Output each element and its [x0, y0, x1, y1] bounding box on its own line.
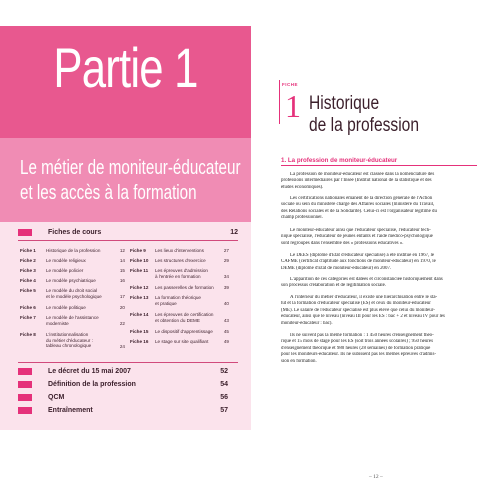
- toc-fiche-number: Fiche 13: [130, 295, 149, 300]
- toc-title: Le modèle policier: [46, 268, 84, 273]
- fiches-header-marker: [18, 229, 32, 236]
- paragraph-line: champ professionnel.: [281, 215, 323, 221]
- toc-title: Le modèle psychiatrique: [46, 278, 96, 283]
- toc-page: 24: [119, 344, 125, 349]
- toc-fiche-number: Fiche 16: [130, 339, 149, 344]
- toc-page: 49: [223, 339, 229, 344]
- toc-title: L'institutionnalisation du métier d'éducateur : tableau chronologique: [46, 332, 93, 349]
- toc-title: Les passerelles de formation: [155, 285, 214, 290]
- paragraph-line: sont regroupés dans l'ensemble des « professions éducatives ».: [281, 240, 404, 246]
- fiche-number: 1: [285, 88, 301, 124]
- left-bottom-margin: [0, 430, 251, 497]
- toc-page: 29: [223, 258, 229, 263]
- extra-label: Le décret du 15 mai 2007: [48, 368, 131, 375]
- extra-item[interactable]: [48, 406, 228, 415]
- paragraph-line: tut et la formation d'éducateur spécialisé (ES) et ceux du moniteur-éducateur: [281, 301, 431, 307]
- toc-page: 39: [223, 285, 229, 290]
- paragraph-line: sociale ou sein du ministère chargé des Affaires sociales (ministère du Travail,: [281, 202, 435, 208]
- toc-fiche-number: Fiche 9: [130, 248, 146, 253]
- paragraph-line: pour les moniteurs-éducateur. Ils ne subissent pas les mêmes épreuves d'admis-: [281, 352, 437, 358]
- paragraph: [281, 172, 477, 191]
- extra-label: Définition de la profession: [48, 381, 136, 388]
- paragraph-line: rique et 15 mois de stage pour les ES (soit trois années scolaires) ; 950 heures: [281, 339, 433, 345]
- toc-page: 34: [223, 274, 229, 279]
- toc-page: 45: [223, 329, 229, 334]
- paragraph-line: L'apparition de ces catégories est datées et circonstanciée historiquement dans: [290, 277, 443, 282]
- left-top-margin: [0, 0, 251, 26]
- paragraph-line: son processus d'élaboration et de légitimation sociale.: [281, 283, 387, 289]
- extra-marker: [18, 381, 32, 388]
- toc-page: 40: [223, 301, 229, 306]
- fiche-label: FICHE: [282, 82, 298, 87]
- extra-page: 52: [220, 368, 228, 375]
- toc-fiche-number: Fiche 4: [20, 278, 36, 283]
- fiches-header-page: 12: [230, 229, 238, 236]
- toc-page: 27: [223, 248, 229, 253]
- toc-title: Les épreuves de certification et obtention du DEME: [155, 312, 214, 323]
- toc-fiche-number: Fiche 15: [130, 329, 149, 334]
- fiches-header[interactable]: [48, 228, 238, 237]
- extra-item[interactable]: [48, 367, 228, 376]
- paragraph-line: À l'intérieur du métier d'éducateur, il existe une hiérarchisation entre le sta-: [290, 295, 438, 300]
- toc-title: Historique de la profession: [46, 248, 101, 253]
- toc-fiche-number: Fiche 7: [20, 315, 36, 320]
- extra-item[interactable]: [48, 393, 228, 402]
- toc-title: Le modèle du droit social et le modèle psychologique: [46, 288, 102, 299]
- paragraph-line: Ils ne suivent pas la même formation : 1 450 heures d'enseignement théo-: [290, 333, 434, 338]
- toc-page: 43: [223, 318, 229, 323]
- paragraph-line: Les certifications nationales émanent de la direction générale de l'Action: [290, 196, 433, 201]
- paragraph: [281, 333, 477, 365]
- toc-title: Le modèle de l'assistance moderniste: [46, 315, 99, 326]
- toc-fiche-number: Fiche 12: [130, 285, 149, 290]
- toc-fiche-number: Fiche 8: [20, 332, 36, 337]
- paragraph-line: éducateur, ainsi que le niveau (niveau III pour les ES : bac + 2 et niveau IV pour les: [281, 314, 445, 320]
- toc-fiche-number: Fiche 3: [20, 268, 36, 273]
- subtitle-line: et les accès à la formation: [20, 182, 197, 204]
- toc-page: 17: [119, 294, 125, 299]
- chapter-title: [309, 93, 473, 137]
- extra-item[interactable]: [48, 380, 228, 389]
- paragraph: [281, 228, 477, 247]
- chapter-title-line: de la profession: [309, 115, 420, 136]
- paragraph-line: des Relations sociales et de la Solidarité). Celui-ci est l'organisateur légitime du: [281, 208, 437, 214]
- paragraph-line: Le moniteur-éducateur ainsi que l'éducateur spécialisé, l'éducateur tech-: [290, 228, 431, 233]
- toc-title: Les épreuves d'admission à l'entrée en formation: [155, 268, 208, 279]
- paragraph: [281, 295, 477, 327]
- chapter-title-line: Historique: [309, 93, 380, 114]
- extra-label: QCM: [48, 394, 65, 401]
- toc-title: Le stage sur site qualifiant: [155, 339, 209, 344]
- subtitle-line: Le métier de moniteur-éducateur: [20, 157, 241, 179]
- paragraph-line: professions intermédiaires par l'Insee (Institut national de la statistique et des: [281, 178, 432, 184]
- paragraph-line: moniteur-éducateur : bac).: [281, 320, 333, 326]
- extra-marker: [18, 368, 32, 375]
- toc-page: 22: [119, 321, 125, 326]
- part-subtitle: [20, 156, 241, 206]
- page-number: – 12 –: [369, 474, 383, 480]
- toc-title: Les structures d'exercice: [155, 258, 206, 263]
- toc-fiche-number: Fiche 2: [20, 258, 36, 263]
- extra-label: Entraînement: [48, 407, 93, 414]
- paragraph: [281, 196, 477, 222]
- toc-page: 20: [119, 305, 125, 310]
- part-title: Partie 1: [53, 36, 198, 99]
- paragraph-line: DEME (diplôme d'État de moniteur-éducateur) en 2007.: [281, 265, 392, 271]
- toc-fiche-number: Fiche 6: [20, 305, 36, 310]
- extra-marker: [18, 394, 32, 401]
- toc-fiche-number: Fiche 11: [130, 268, 149, 273]
- paragraph-line: CAFME (certificat d'aptitude aux fonctions de moniteur-éducateur) en 1970, le: [281, 259, 436, 265]
- toc-page: 12: [119, 248, 125, 253]
- right-page: [251, 0, 497, 497]
- paragraph-line: Le DEES (diplôme d'État d'éducateur spécialisé) a été institué en 1967, le: [290, 253, 435, 258]
- toc-title: La formation théorique et pratique: [155, 295, 201, 306]
- section-rule: [281, 165, 477, 166]
- paragraph: [281, 253, 477, 272]
- toc-title: Les lieux d'interventions: [155, 248, 204, 253]
- toc-title: Le dispositif d'apprentissage: [155, 329, 213, 334]
- extra-page: 54: [220, 381, 228, 388]
- paragraph-line: (ME). Le salaire de l'éducateur spécialisé est plus élevé que celui du moniteur-: [281, 307, 435, 313]
- toc-fiche-number: Fiche 10: [130, 258, 149, 263]
- extra-page: 57: [220, 407, 228, 414]
- paragraph-line: d'enseignement théorique et 980 heures (28 semaines) de formation pratique: [281, 345, 431, 351]
- toc-page: 14: [119, 258, 125, 263]
- toc-page: 15: [119, 268, 125, 273]
- toc-title: Le modèle religieux: [46, 258, 86, 263]
- fiches-header-label: Fiches de cours: [48, 229, 102, 236]
- divider: [18, 240, 238, 241]
- paragraph-line: nique spécialisé, l'éducateur de jeunes enfants et l'aide médico-psychologique: [281, 234, 433, 240]
- paragraph: [281, 277, 477, 290]
- toc-fiche-number: Fiche 5: [20, 288, 36, 293]
- extra-marker: [18, 407, 32, 414]
- divider: [18, 362, 238, 363]
- section-heading: 1. La profession de moniteur-éducateur: [281, 157, 398, 164]
- paragraph-line: études économiques).: [281, 184, 324, 190]
- paragraph-line: sion en formation.: [281, 358, 317, 364]
- toc-page: 16: [119, 278, 125, 283]
- extra-page: 56: [220, 394, 228, 401]
- toc-fiche-number: Fiche 1: [20, 248, 36, 253]
- toc-title: Le modèle politique: [46, 305, 86, 310]
- toc-fiche-number: Fiche 14: [130, 312, 149, 317]
- paragraph-line: La profession de moniteur-éducateur est classée dans la nomenclature des: [290, 172, 435, 177]
